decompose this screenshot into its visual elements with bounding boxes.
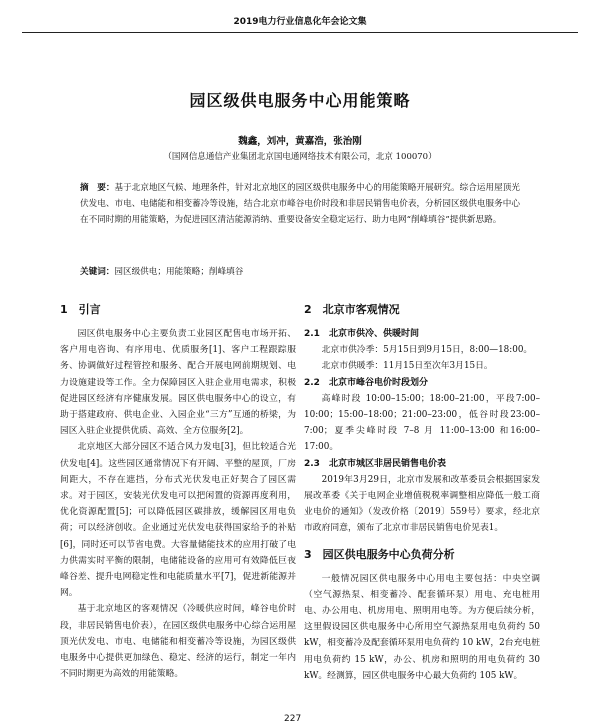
subsection-2-1: 2.1 北京市供冷、供暖时间 <box>304 329 419 339</box>
abstract-text: 基于北京地区气候、地理条件，针对北京地区的园区级供电服务中心的用能策略开展研究。综合运用屋顶光伏发电、市电、电储能和相变蓄冷等设施，结合北京市峰谷电价时段和非居民销售电价表，分析园区级供电服务中心在不同时期的用能策略，为促进园区清洁能源消纳、重要设备安全稳定运行、助力电网“削峰填谷”提供新思路。 <box>80 183 520 225</box>
section-heading-beijing: 2 北京市客观情况 <box>304 303 400 316</box>
keywords-text: 园区级供电；用能策略；削峰填谷 <box>114 267 244 277</box>
intro-paragraph-3: 基于北京地区的客观情况（冷暖供应时间，峰谷电价时段，非居民销售电价表），在园区级供电服务中心综合运用屋顶光伏发电、市电、电储能和相变蓄冷等设施，为园区级供电服务中心提供更加绿色、稳定、经济的运行，制定一年内不同时期更为高效的用能策略。 <box>60 604 296 680</box>
subsection-2-3: 2.3 北京市城区非居民销售电价表 <box>304 458 446 469</box>
heating-season: 北京市供暖季：11月15日至次年3月15日。 <box>321 361 493 372</box>
left-column <box>60 302 296 682</box>
right-column <box>304 302 540 684</box>
subsection-2-2: 2.2 北京市峰谷电价时段划分 <box>304 377 428 388</box>
paper-title: 园区级供电服务中心用能策略 <box>189 91 411 110</box>
affiliation: （国网信息通信产业集团北京国电通网络技术有限公司，北京 100070） <box>163 152 437 162</box>
tou-periods-text: 高峰时段 10:00–15:00；18:00–21:00，平段7:00–10:00；15:00–18:00；21:00–23:00，低谷时段23:00–7:00；夏季尖峰时段 7–8 月 11:00–13:00 和16:00–17:00。 <box>304 393 540 453</box>
keywords <box>80 265 520 277</box>
abstract-label: 摘 要： <box>80 183 115 193</box>
intro-paragraph-2: 北京地区大部分园区不适合风力发电[3]，但比较适合光伏发电[4]。这些园区通常情况下有开阔、平整的屋顶，厂房间距大，不存在遮挡，分布式光伏发电正好契合了园区需求。对于园区，安装光伏发电可以把闲置的资源再度利用，优化资源配置[5]；可以降低园区碳排放，缓解园区用电负荷；可以经济创收。企业通过光伏发电获得国家给予的补贴[6]，同时还可以节省电费。大容量储能技术的应用打破了电力供需实时平衡的限制，电储能设备的应用可有效降低巨夜峰谷差、提升电网稳定性和电能质量水平[7]，促进新能源并网。 <box>60 442 296 599</box>
page-number: 227 <box>284 714 302 724</box>
intro-paragraph-1: 园区供电服务中心主要负责工业园区配售电市场开拓、客户用电咨询、有序用电、优质服务[1]、客户工程跟踪服务、协调做好过程管控和服务、配合开展电网前期规划、电力设施建设等工作。全力保障园区入驻企业用电需求，积极促进园区经济有序健康发展。园区供电服务中心的设立，有助于搭建政府、供电企业、入园企业“三方”互通的桥梁，为园区入驻企业提供优质、高效、全方位服务[2]。 <box>60 329 296 437</box>
load-analysis-text: 一般情况园区供电服务中心用电主要包括：中央空调（空气源热泵、相变蓄冷、配套循环泵）用电、充电桩用电、办公用电、机房用电、照明用电等。为方便后续分析，这里假设园区供电服务中心所用空气源热泵用电负荷约 50 kW，相变蓄冷及配套循环泵用电负荷约 10 kW，2台充电桩用电负荷约 15 kW，办公、机房和照明的用电负荷约 30 kW。经测算，园区供电服务中心最大负荷约 105 kW。 <box>304 573 540 681</box>
section-heading-load-analysis: 3 园区供电服务中心负荷分析 <box>304 547 455 561</box>
cooling-season: 北京市供冷季：5月15日到9月15日，8:00—18:00。 <box>321 345 533 356</box>
tariff-text: 2019年3月29日，北京市发展和改革委员会根据国家发展改革委《关于电网企业增值税税率调整相应降低一般工商业电价的通知》（发改价格〔2019〕559号）要求，经北京市政府同意，颁布了北京市非居民销售电价见表1。 <box>304 474 540 534</box>
running-header: 2019电力行业信息化年会论文集 <box>22 14 578 33</box>
abstract <box>80 180 520 228</box>
section-heading-introduction: 1 引言 <box>60 303 101 316</box>
authors: 魏鑫，刘冲，黄嘉浩，张治刚 <box>238 136 362 147</box>
keywords-label: 关键词： <box>80 267 115 277</box>
